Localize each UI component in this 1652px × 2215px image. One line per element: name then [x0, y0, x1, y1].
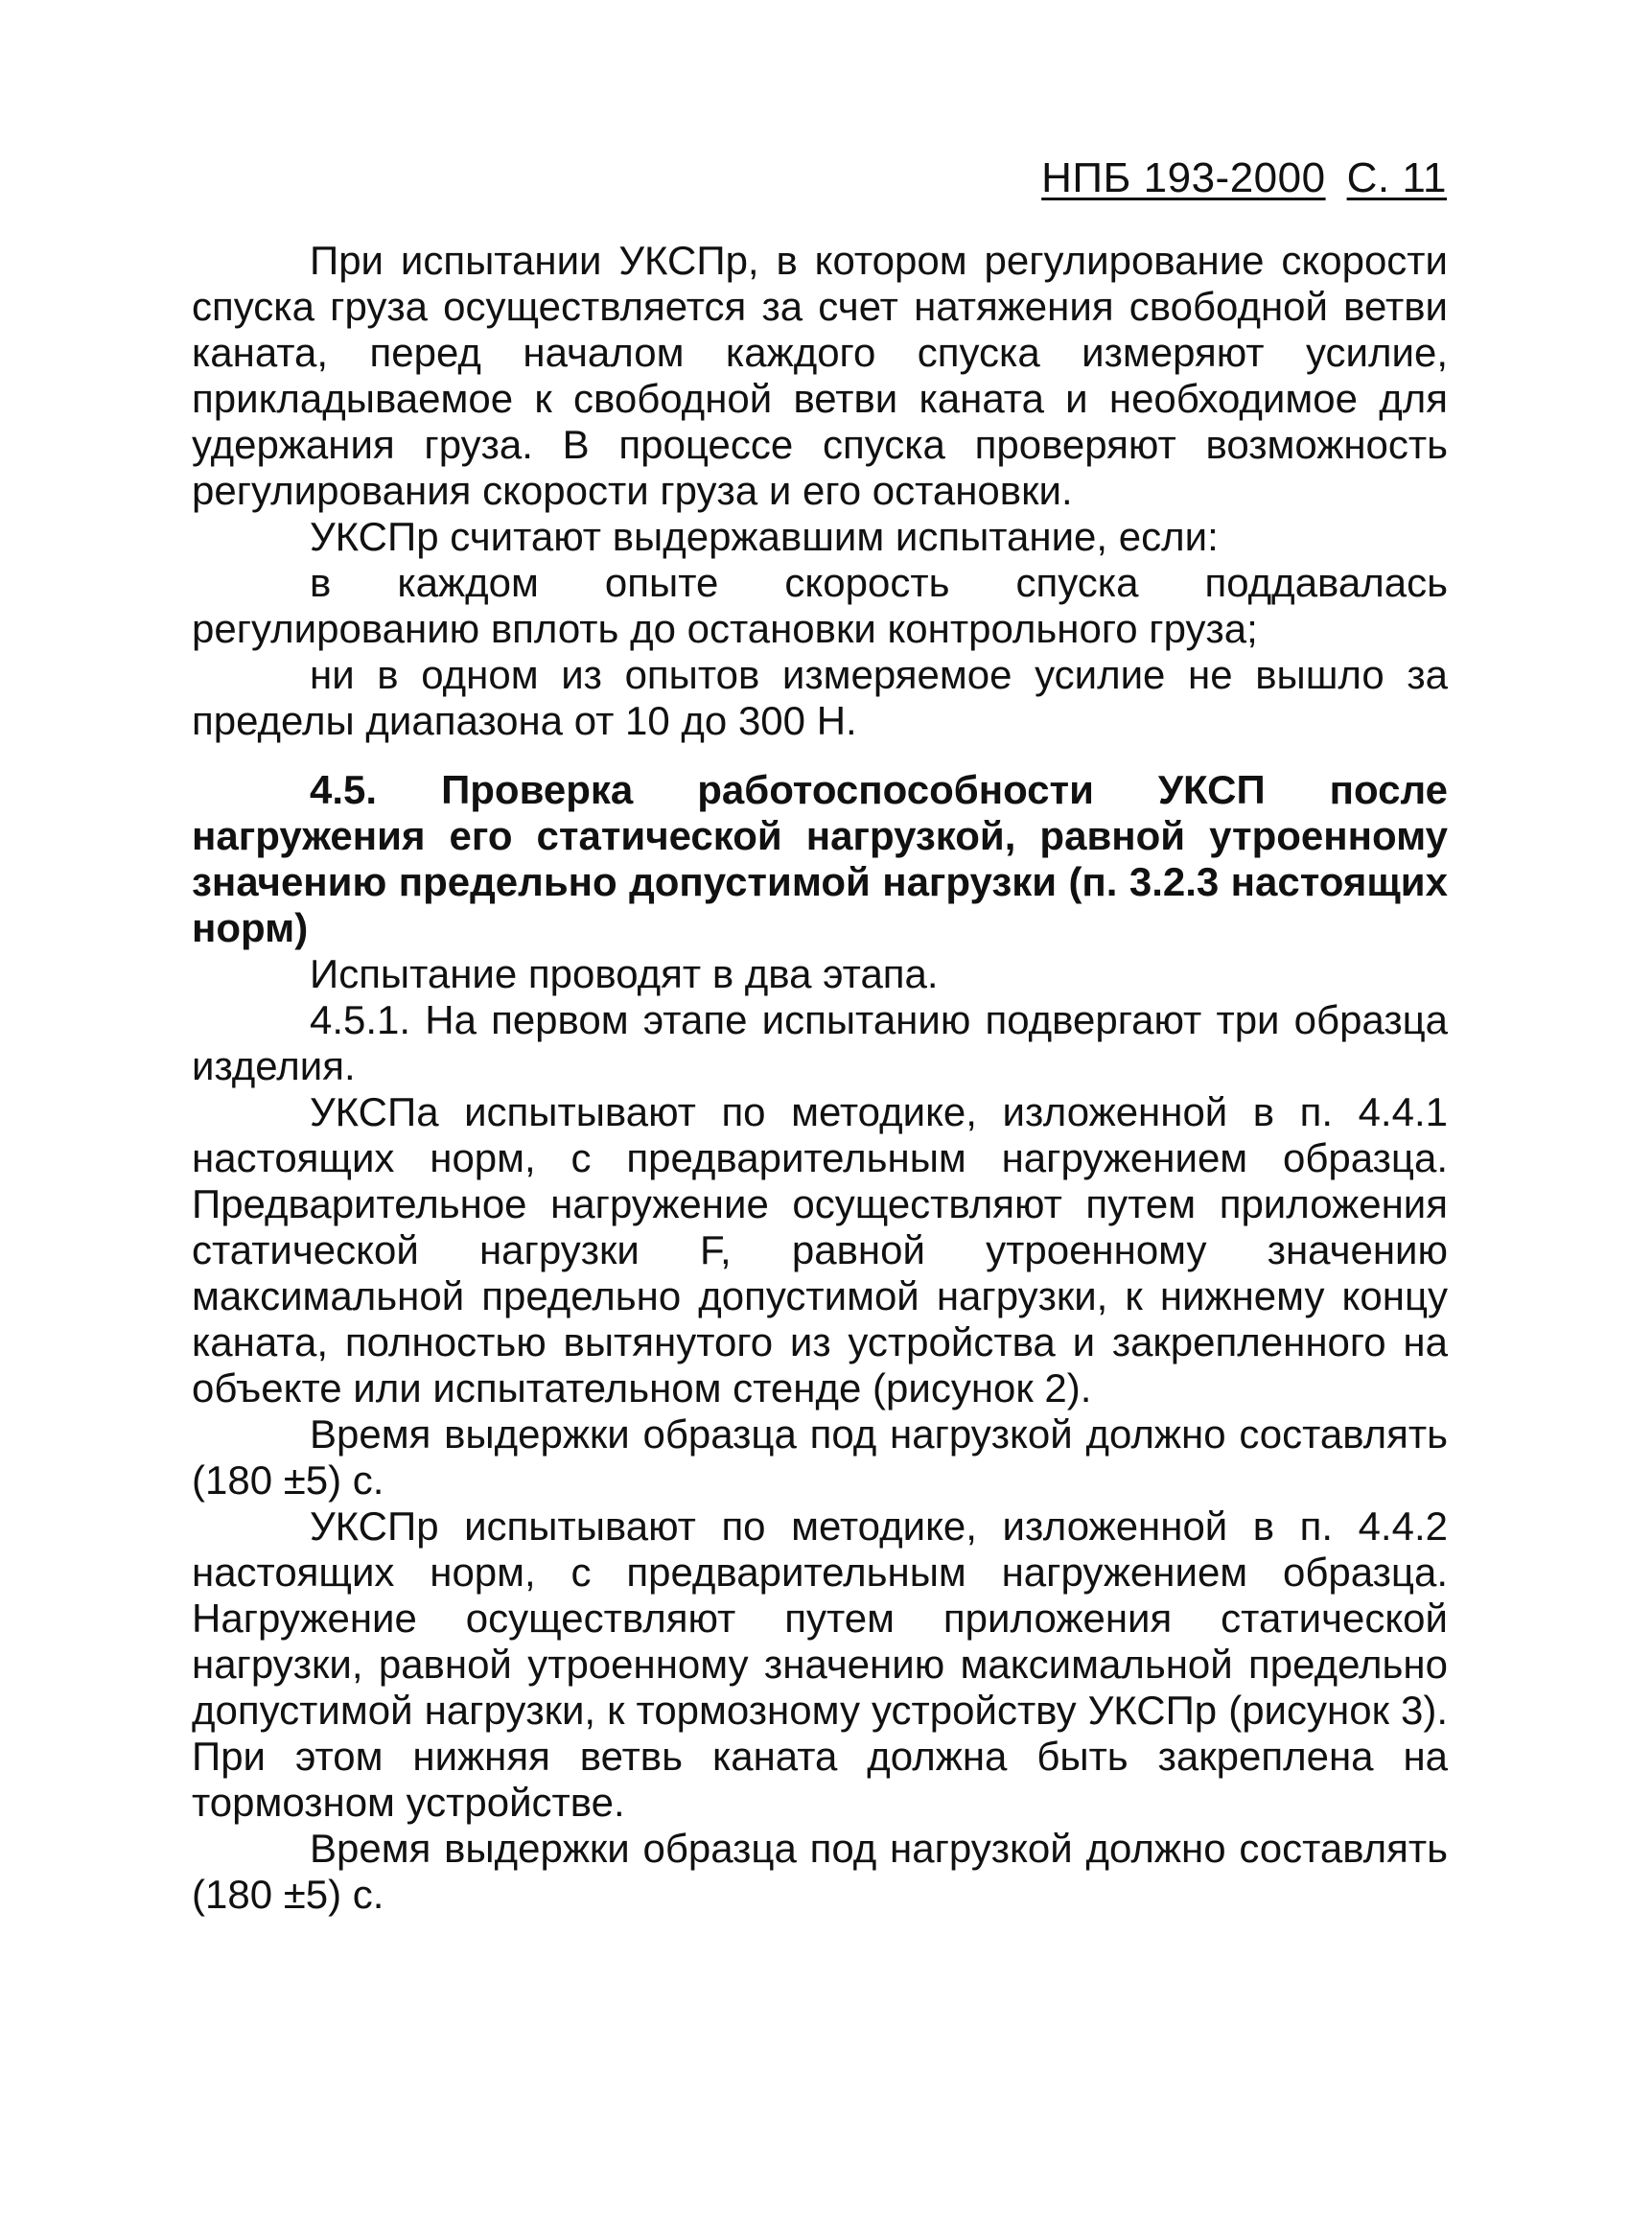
document-code: НПБ 193-2000 — [1041, 154, 1326, 201]
page-header — [1041, 153, 1447, 203]
paragraph-hold-time-2: Время выдержки образца под нагрузкой должно составлять (180 ±5) с. — [192, 1826, 1448, 1917]
section-heading-4-5: 4.5. Проверка работоспособности УКСП после нагружения его статической нагрузкой, равной утроенному значению предельно допустимой нагрузки (п. 3.2.3 настоящих норм) — [192, 767, 1448, 950]
paragraph-uksp-a-method: УКСПа испытывают по методике, изложенной в п. 4.4.1 настоящих норм, с предварительным нагружением образца. Предварительное нагружение осуществляют путем приложения статической нагрузки F, равной утроенному значению максимальной предельно допустимой нагрузки, к нижнему концу каната, полностью вытянутого из устройства и закрепленного на объекте или испытательном стенде (рисунок 2). — [192, 1089, 1448, 1411]
paragraph-criteria-intro: УКСПр считают выдержавшим испытание, если: — [310, 514, 1219, 559]
document-body — [192, 238, 1448, 1918]
paragraph-criteria-1: в каждом опыте скорость спуска поддавалась регулированию вплоть до остановки контрольного груза; — [192, 560, 1448, 651]
paragraph-4-5-1: 4.5.1. На первом этапе испытанию подвергают три образца изделия. — [192, 997, 1448, 1088]
paragraph-criteria-2: ни в одном из опытов измеряемое усилие не вышло за пределы диапазона от 10 до 300 Н. — [192, 652, 1448, 743]
page-number: С. 11 — [1346, 154, 1447, 201]
paragraph-two-stages: Испытание проводят в два этапа. — [310, 951, 939, 996]
paragraph-hold-time-1: Время выдержки образца под нагрузкой должно составлять (180 ±5) с. — [192, 1411, 1448, 1503]
paragraph-uksp-r-method: УКСПр испытывают по методике, изложенной в п. 4.4.2 настоящих норм, с предварительным нагружением образца. Нагружение осуществляют путем приложения статической нагрузки, равной утроенному значению максимальной предельно допустимой нагрузки, к тормозному устройству УКСПр (рисунок 3). При этом нижняя ветвь каната должна быть закреплена на тормозном устройстве. — [192, 1504, 1448, 1825]
paragraph-braking-test: При испытании УКСПр, в котором регулирование скорости спуска груза осуществляется за счет натяжения свободной ветви каната, перед началом каждого спуска измеряют усилие, прикладываемое к свободной ветви каната и необходимое для удержания груза. В процессе спуска проверяют возможность регулирования скорости груза и его остановки. — [192, 238, 1448, 513]
